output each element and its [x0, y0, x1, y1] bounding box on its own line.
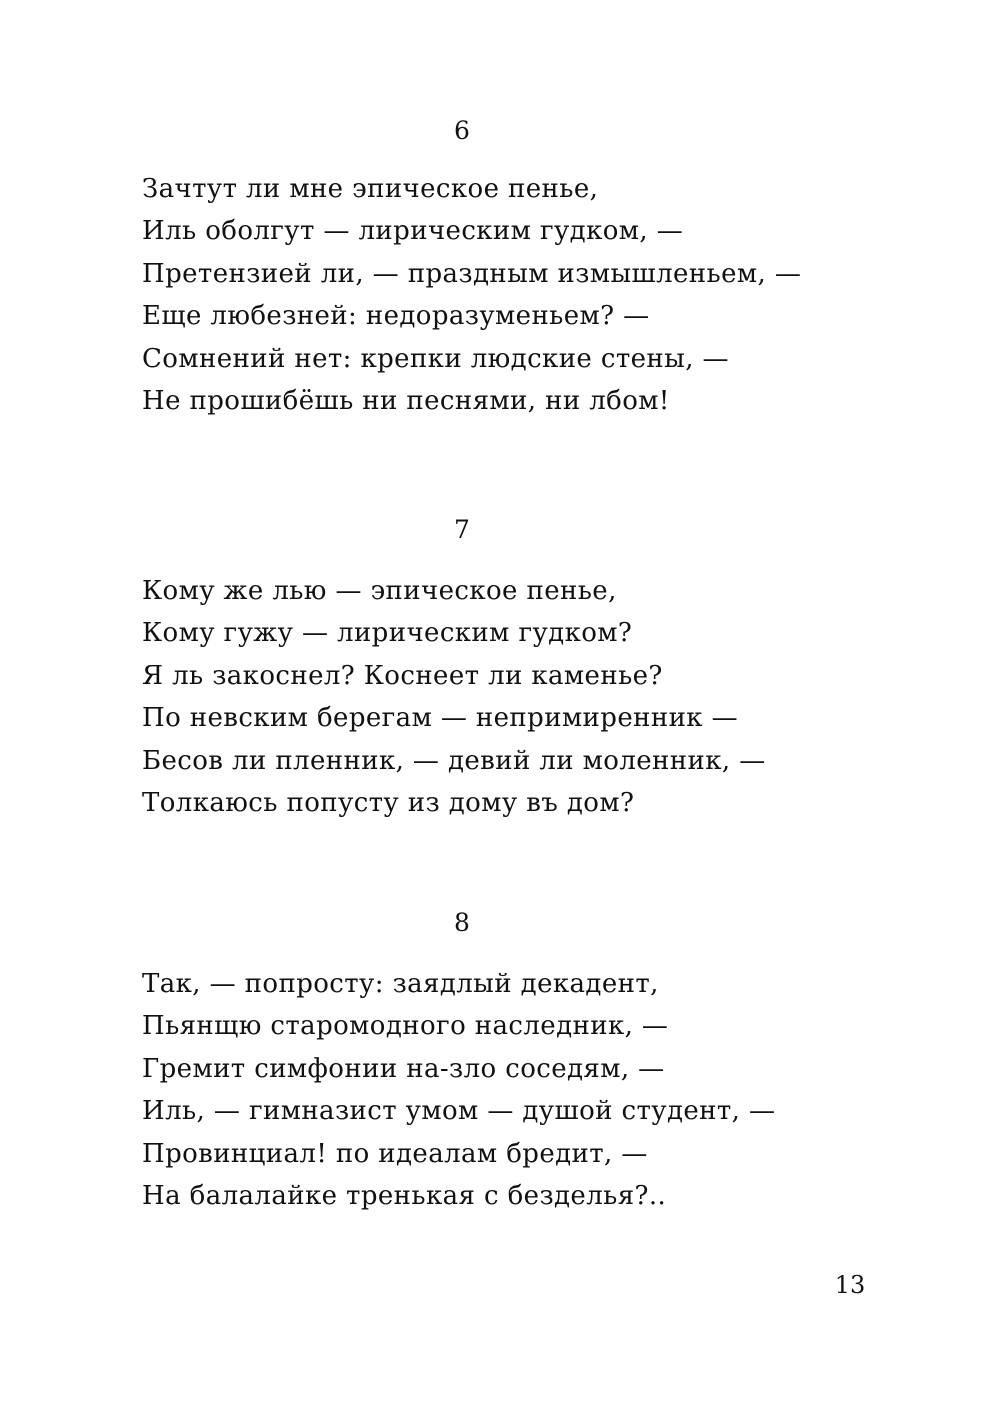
verse-line: Так, — попросту: заядлый декадент, [142, 969, 659, 999]
verse-line: По невским берегам — непримиренник — [142, 703, 739, 734]
verse-line: Иль оболгут — лирическим гудком, — [142, 216, 684, 247]
verse-line: Иль, — гимназист умом — душой студент, — [142, 1096, 776, 1127]
page-number: 13 [834, 1271, 866, 1299]
stanza-lines [142, 963, 775, 1217]
stanza-number: 6 [454, 116, 470, 145]
verse-line: Бесов ли пленник, — девий ли моленник, — [142, 745, 766, 776]
stanza-lines [142, 570, 766, 824]
verse-line: Не прошибёшь ни песнями, ни лбом! [142, 385, 670, 416]
verse-line: Провинциал! по идеалам бредит, — [142, 1138, 648, 1169]
verse-line: Кому гужу — лирическим гудком? [142, 618, 633, 649]
verse-line: Толкаюсь попусту из дому въ дом? [142, 787, 635, 818]
stanza-number: 8 [454, 908, 470, 937]
verse-line: Зачтут ли мне эпическое пенье, [142, 174, 599, 204]
verse-line: Я ль закоснел? Коснеет ли каменье? [142, 660, 663, 691]
verse-line: Сомнений нет: крепки людские стены, — [142, 343, 729, 374]
verse-line: Еще любезней: недоразуменьем? — [142, 301, 650, 332]
verse-line: Претензией ли, — праздным измышленьем, — [142, 258, 802, 289]
verse-line: Пьянщю старомодного наследник, — [142, 1011, 669, 1042]
stanza-number: 7 [454, 515, 470, 544]
verse-line: Кому же лью — эпическое пенье, [142, 576, 617, 606]
verse-line: На балалайке тренькая с безделья?.. [142, 1180, 667, 1211]
stanza-lines [142, 168, 801, 422]
verse-line: Гремит симфонии на-зло соседям, — [142, 1053, 665, 1084]
